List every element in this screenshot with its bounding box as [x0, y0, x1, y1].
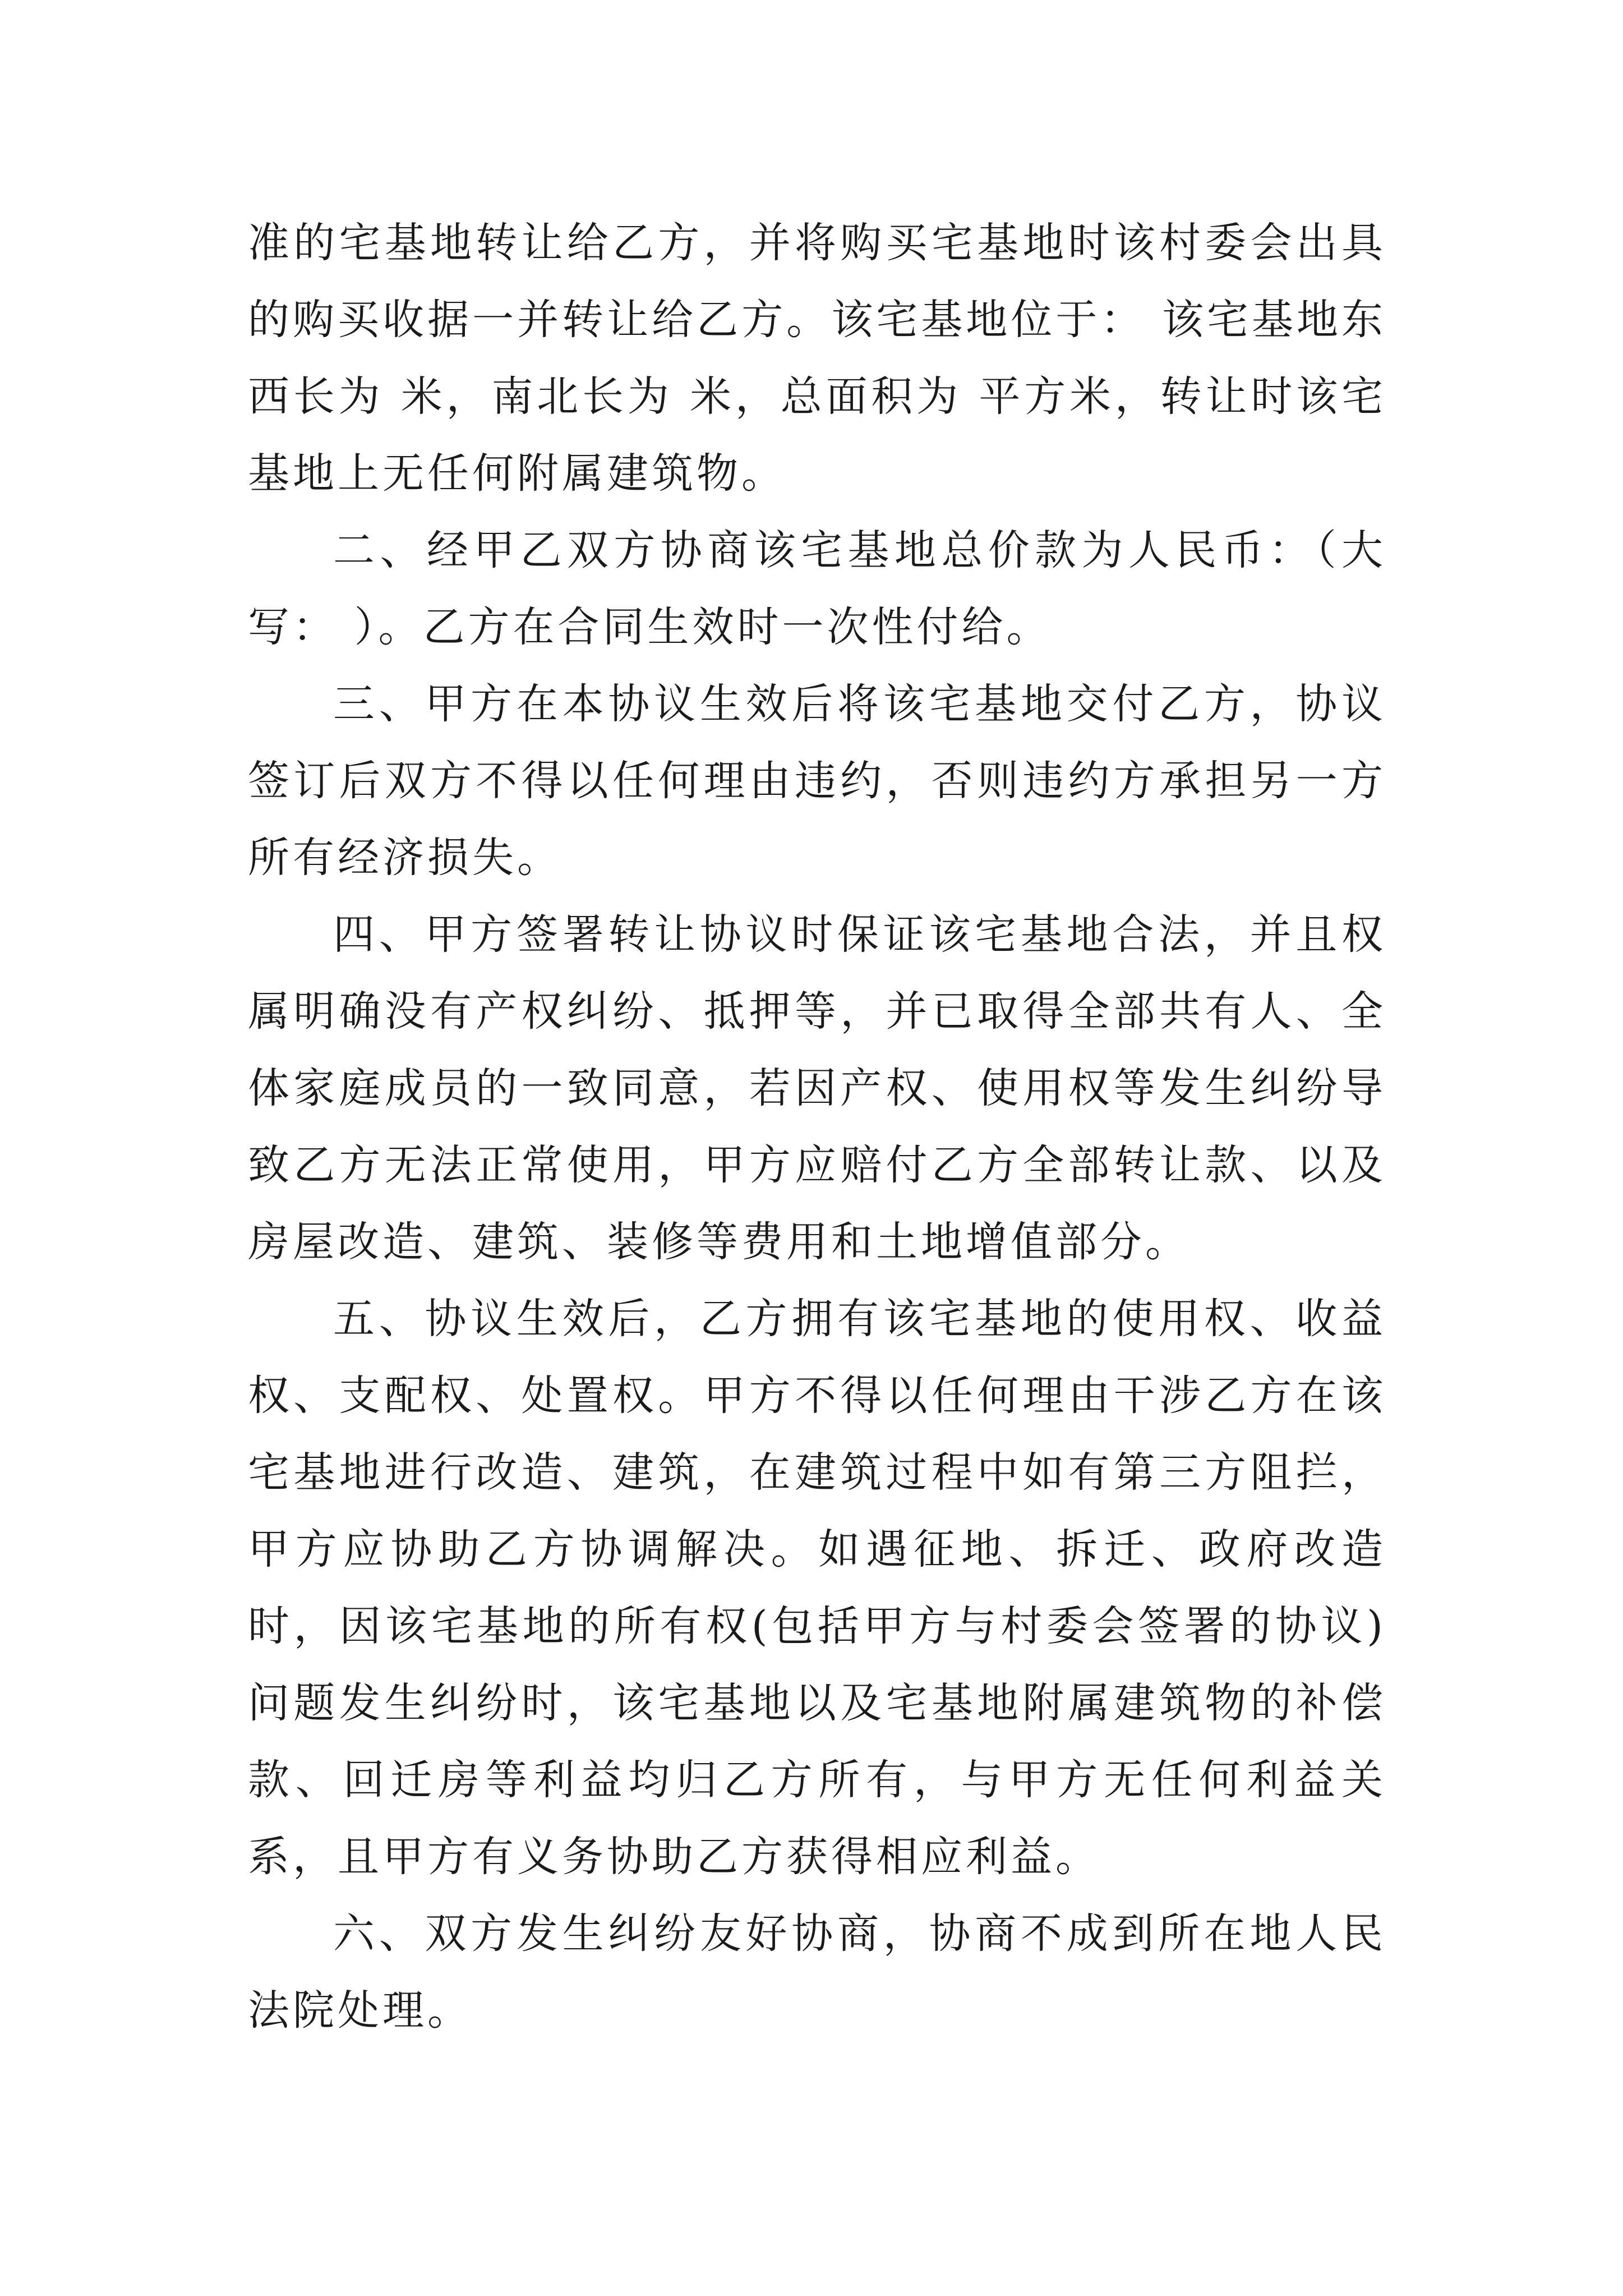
document-body — [248, 205, 1386, 2049]
paragraph-continuation: 准的宅基地转让给乙方，并将购买宅基地时该村委会出具的购买收据一并转让给乙方。该宅基地位于： 该宅基地东西长为 米，南北长为 米，总面积为 平方米，转让时该宅基地上无任何附属建筑物。 — [248, 219, 1386, 498]
paragraph-clause-6: 六、双方发生纠纷友好协商，协商不成到所在地人民法院处理。 — [248, 1910, 1386, 2035]
paragraph-clause-5: 五、协议生效后，乙方拥有该宅基地的使用权、收益权、支配权、处置权。甲方不得以任何理由干涉乙方在该宅基地进行改造、建筑，在建筑过程中如有第三方阻拦，甲方应协助乙方协调解决。如遇征地、拆迁、政府改造时，因该宅基地的所有权(包括甲方与村委会签署的协议)问题发生纠纷时，该宅基地以及宅基地附属建筑物的补偿款、回迁房等利益均归乙方所有，与甲方无任何利益关系，且甲方有义务协助乙方获得相应利益。 — [248, 1295, 1386, 1881]
paragraph-clause-3: 三、甲方在本协议生效后将该宅基地交付乙方，协议签订后双方不得以任何理由违约，否则违约方承担另一方所有经济损失。 — [248, 680, 1386, 882]
paragraph-clause-4: 四、甲方签署转让协议时保证该宅基地合法，并且权属明确没有产权纠纷、抵押等，并已取得全部共有人、全体家庭成员的一致同意，若因产权、使用权等发生纠纷导致乙方无法正常使用，甲方应赔付乙方全部转让款、以及房屋改造、建筑、装修等费用和土地增值部分。 — [248, 910, 1386, 1266]
paragraph-clause-2: 二、经甲乙双方协商该宅基地总价款为人民币：（大写： ）。乙方在合同生效时一次性付给。 — [248, 526, 1386, 651]
